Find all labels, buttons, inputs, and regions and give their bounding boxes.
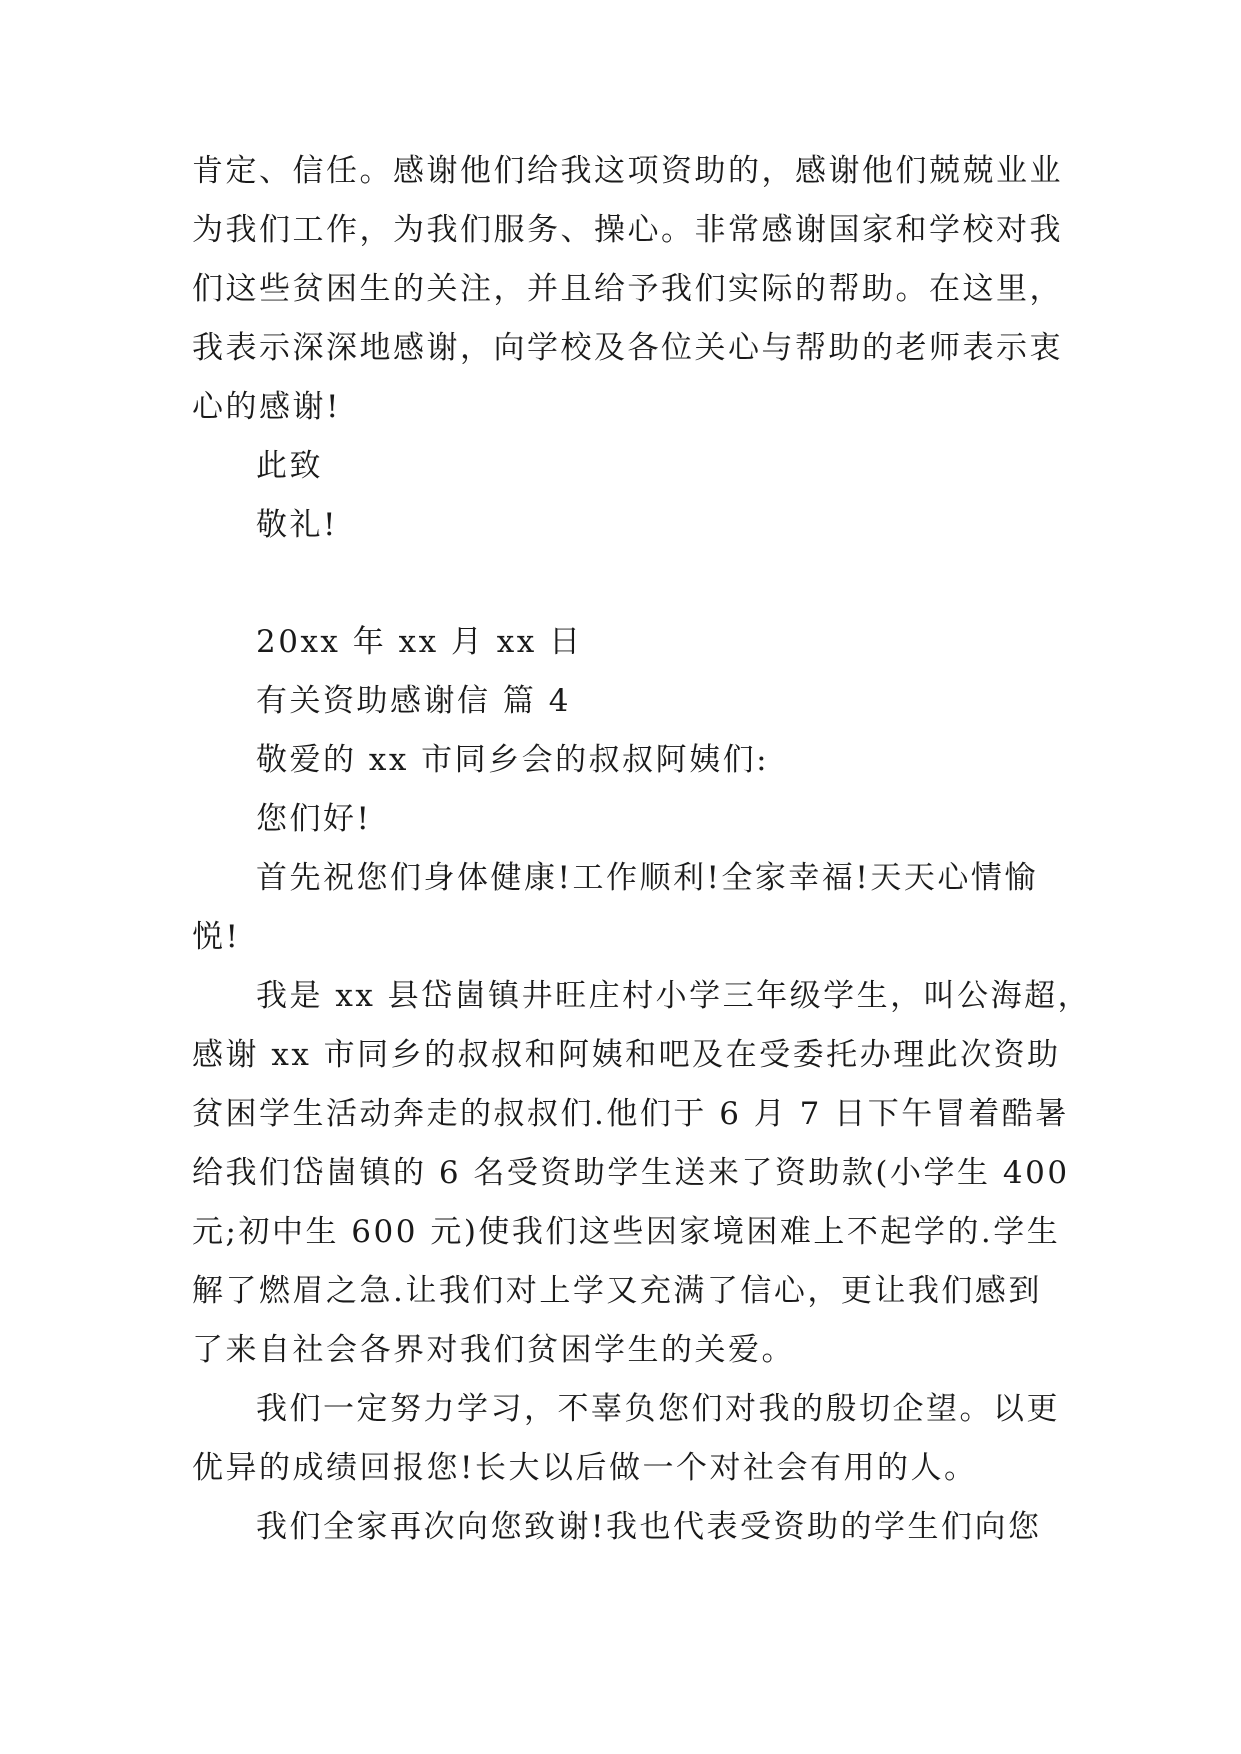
letter-addressee: 敬爱的 xx 市同乡会的叔叔阿姨们: <box>256 742 770 778</box>
paragraph-line: 悦! <box>192 919 241 955</box>
paragraph-line: 我们一定努力学习，不辜负您们对我的殷切企望。以更 <box>256 1391 1060 1427</box>
letter-greeting: 您们好! <box>256 801 372 837</box>
paragraph-line: 了来自社会各界对我们贫困学生的关爱。 <box>192 1332 795 1368</box>
paragraph-line: 首先祝您们身体健康!工作顺利!全家幸福!天天心情愉 <box>256 860 1038 896</box>
paragraph-line: 给我们岱崮镇的 6 名受资助学生送来了资助款(小学生 400 <box>192 1155 1070 1191</box>
closing-regards: 敬礼! <box>256 507 338 543</box>
paragraph-line: 我表示深深地感谢，向学校及各位关心与帮助的老师表示衷 <box>192 330 1063 366</box>
paragraph-line: 感谢 xx 市同乡的叔叔和阿姨和吧及在受委托办理此次资助 <box>192 1037 1061 1073</box>
paragraph-line: 解了燃眉之急.让我们对上学又充满了信心，更让我们感到 <box>192 1273 1042 1309</box>
letter-date: 20xx 年 xx 月 xx 日 <box>256 624 583 660</box>
paragraph-line: 我们全家再次向您致谢!我也代表受资助的学生们向您 <box>256 1509 1042 1545</box>
paragraph-line: 元;初中生 600 元)使我们这些因家境困难上不起学的.学生 <box>192 1214 1061 1250</box>
paragraph-line: 心的感谢! <box>192 389 341 425</box>
paragraph-line: 优异的成绩回报您!长大以后做一个对社会有用的人。 <box>192 1450 978 1486</box>
paragraph-line: 贫困学生活动奔走的叔叔们.他们于 6 月 7 日下午冒着酷暑 <box>192 1096 1069 1132</box>
closing-salutation: 此致 <box>256 448 323 484</box>
paragraph-line: 我是 xx 县岱崮镇井旺庄村小学三年级学生，叫公海超， <box>256 978 1092 1014</box>
section-heading: 有关资助感谢信 篇 4 <box>256 683 571 719</box>
paragraph-line: 为我们工作，为我们服务、操心。非常感谢国家和学校对我 <box>192 212 1063 248</box>
paragraph-line: 们这些贫困生的关注，并且给予我们实际的帮助。在这里， <box>192 271 1063 307</box>
paragraph-line: 肯定、信任。感谢他们给我这项资助的，感谢他们兢兢业业 <box>192 153 1063 189</box>
